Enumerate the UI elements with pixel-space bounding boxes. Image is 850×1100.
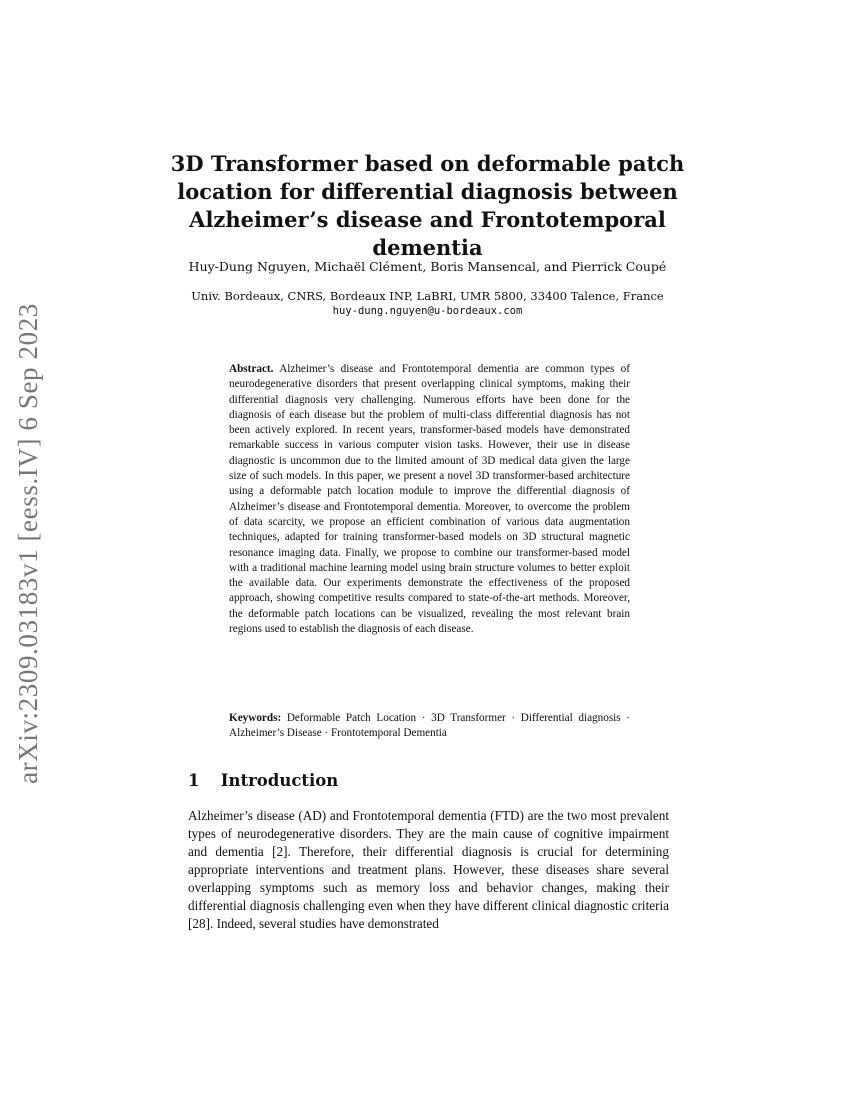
section-number: 1	[188, 771, 200, 790]
keywords-text: Deformable Patch Location · 3D Transformer · Differential diagnosis · Alzheimer’s Disease · Frontotemporal Dementia	[229, 712, 631, 740]
title-line-3: Alzheimer’s disease and Frontotemporal dementia	[189, 207, 666, 260]
affiliation: Univ. Bordeaux, CNRS, Bordeaux INP, LaBRI, UMR 5800, 33400 Talence, France	[191, 289, 664, 303]
affiliation-block	[150, 289, 705, 319]
author-list: Huy-Dung Nguyen, Michaël Clément, Boris Mansencal, and Pierrick Coupé	[188, 259, 667, 274]
abstract-text: Alzheimer’s disease and Frontotemporal dementia are common types of neurodegenerative disorders that present overlapping clinical symptoms, making their differential diagnosis very challenging. Numerous efforts have been done for the diagnosis of each disease but the problem of multi-class differential diagnosis has not been actively explored. In recent years, transformer-based models have demonstrated remarkable success in various computer vision tasks. However, their use in disease diagnostic is uncommon due to the limited amount of 3D medical data given the large size of such models. In this paper, we present a novel 3D transformer-based architecture using a deformable patch location module to improve the differential diagnosis of Alzheimer’s disease and Frontotemporal dementia. Moreover, to overcome the problem of data scarcity, we propose an efficient combination of various data augmentation techniques, adapted for training transformer-based models on 3D structural magnetic resonance imaging data. Finally, we propose to combine our transformer-based model with a traditional machine learning model using brain structure volumes to better exploit the available data. Our experiments demonstrate the effectiveness of the proposed approach, showing competitive results compared to state-of-the-art methods. Moreover, the deformable patch locations can be visualized, revealing the most relevant brain regions used to establish the diagnosis of each disease.	[229, 363, 630, 636]
abstract-label: Abstract.	[229, 363, 274, 375]
section-heading	[188, 771, 668, 790]
title-line-2: location for differential diagnosis between	[177, 179, 678, 204]
section-title: Introduction	[220, 771, 339, 790]
arxiv-identifier: arXiv:2309.03183v1 [eess.IV] 6 Sep 2023	[12, 302, 43, 784]
contact-email: huy-dung.nguyen@u-bordeaux.com	[332, 305, 523, 317]
paper-title	[150, 150, 705, 262]
abstract	[229, 362, 630, 637]
keywords	[229, 711, 630, 742]
keywords-label: Keywords:	[229, 712, 282, 724]
title-line-1: 3D Transformer based on deformable patch	[170, 151, 685, 176]
arxiv-side-stamp	[8, 298, 48, 788]
introduction-paragraph: Alzheimer’s disease (AD) and Frontotemporal dementia (FTD) are the two most prevalent types of neurodegenerative disorders. They are the main cause of cognitive impairment and dementia [2]. Therefore, their differential diagnosis is crucial for determining appropriate interventions and treatment plans. However, these diseases share several overlapping symptoms such as memory loss and behavior changes, making their differential diagnosis challenging even when they have different clinical diagnostic criteria [28]. Indeed, several studies have demonstrated	[188, 808, 669, 931]
